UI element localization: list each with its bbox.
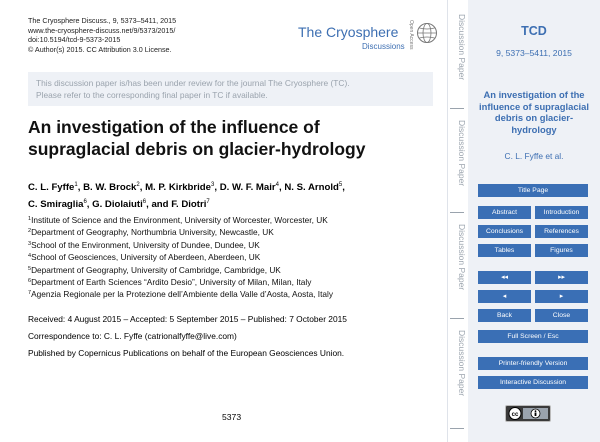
author-line-2: C. Smiraglia$^6$, G. Diolaiuti$^6$, and F. Diotri$^7$ (28, 199, 210, 210)
author-affil-num: 1 (74, 182, 78, 188)
title-page-button[interactable]: Title Page (478, 184, 588, 197)
author-name: C. L. Fyffe (28, 182, 75, 193)
header-meta (28, 16, 176, 54)
sidebar-title: An investigation of the influence of supraglacial debris on glacier-hydrology (479, 89, 589, 135)
journal-line: The Cryosphere Discuss., 9, 5373–5411, 2015 (28, 16, 177, 25)
author-name: C. Smiraglia (28, 199, 84, 210)
author-affil-num: 4 (275, 182, 279, 188)
review-notice (28, 72, 433, 106)
next-page-button[interactable]: ▸ (535, 290, 588, 303)
journal-logo (292, 20, 442, 60)
last-page-button[interactable]: ▸▸ (535, 271, 588, 284)
sidebar-volume: 9, 5373–5411, 2015 (496, 48, 572, 58)
author-affil-num: 6 (83, 199, 87, 205)
author-affil-num: 6 (142, 199, 147, 205)
prev-page-button[interactable]: ◂ (478, 290, 531, 303)
author-line-1: C. L. Fyffe$^1$, B. W. Brock$^2$, M. P. Kirkbride$^3$, D. W. F. Mair$^4$, N. S. Arnold$^5$, (28, 182, 345, 193)
author-affil-num: 3 (211, 182, 215, 188)
strip-divider (450, 428, 464, 429)
logo-title: The Cryosphere (298, 24, 399, 40)
printer-friendly-button[interactable]: Printer-friendly Version (478, 357, 588, 370)
cc-license-icon (506, 406, 550, 421)
interactive-discussion-button[interactable]: Interactive Discussion (478, 376, 588, 389)
strip-label: Discussion Paper (457, 14, 467, 81)
conclusions-button[interactable]: Conclusions (478, 225, 531, 238)
affiliation: $^7$Agenzia Regionale per la Protezione dell’Ambiente della Valle d’Aosta, Aosta, Italy (28, 289, 334, 300)
author-list (28, 178, 440, 212)
correspondence[interactable]: Correspondence to: C. L. Fyffe (catrionalfyffe@live.com) (28, 331, 237, 341)
strip-label: Discussion Paper (457, 120, 467, 187)
affiliation-list (28, 214, 440, 301)
doi[interactable]: doi:10.5194/tcd-9-5373-2015 (28, 35, 121, 45)
introduction-button[interactable]: Introduction (535, 206, 588, 219)
paper-title (28, 116, 438, 160)
affiliation: $^4$School of Geosciences, University of Aberdeen, Aberdeen, UK (28, 252, 261, 263)
affiliation: $^5$Department of Geography, University of Cambridge, Cambridge, UK (28, 264, 281, 275)
tables-button[interactable]: Tables (478, 244, 531, 257)
globe-icon (416, 22, 438, 44)
logo-subtitle: Discussions (362, 42, 405, 51)
author-name: F. Diotri (171, 199, 207, 210)
sidebar-author: C. L. Fyffe et al. (504, 151, 564, 161)
author-affil-num: 2 (136, 182, 140, 188)
cc-by-icon[interactable] (505, 405, 551, 422)
author-affil-num: 5 (338, 182, 343, 188)
author-name: M. P. Kirkbride (145, 182, 211, 193)
author-name: G. Diolaiuti (92, 199, 143, 210)
notice-line-1: This discussion paper is/has been under review for the journal The Cryosphere (TC). (36, 78, 350, 88)
published-by: Published by Copernicus Publications on behalf of the European Geosciences Union. (28, 348, 345, 358)
journal-url[interactable]: www.the-cryosphere-discuss.net/9/5373/2015/ (28, 25, 176, 35)
title-line-1: An investigation of the influence of (28, 117, 320, 137)
fullscreen-button[interactable]: Full Screen / Esc (478, 330, 588, 343)
figures-button[interactable]: Figures (535, 244, 588, 257)
open-access-label: Open Access (408, 20, 414, 50)
affiliation: $^6$Department of Earth Sciences “Ardito Desio”, University of Milan, Milan, Italy (28, 277, 312, 288)
strip-label: Discussion Paper (457, 224, 467, 291)
author-affil-num: 7 (206, 199, 210, 205)
strip-divider (450, 212, 464, 213)
title-line-2: supraglacial debris on glacier-hydrology (28, 139, 366, 159)
affiliation: $^2$Department of Geography, Northumbria University, Newcastle, UK (28, 227, 274, 238)
close-button[interactable]: Close (535, 309, 588, 322)
strip-divider (450, 108, 464, 109)
author-name: D. W. F. Mair (219, 182, 276, 193)
discussion-paper-strip (447, 0, 469, 442)
author-name: B. W. Brock (83, 182, 137, 193)
received-dates: Received: 4 August 2015 – Accepted: 5 September 2015 – Published: 7 October 2015 (28, 314, 347, 324)
strip-divider (450, 318, 464, 319)
first-page-button[interactable]: ◂◂ (478, 271, 531, 284)
back-button[interactable]: Back (478, 309, 531, 322)
references-button[interactable]: References (535, 225, 588, 238)
sidebar-journal-abbr: TCD (521, 24, 547, 38)
page-number: 5373 (222, 412, 242, 422)
svg-text:cc: cc (511, 412, 519, 418)
strip-label: Discussion Paper (457, 330, 467, 397)
affiliation: $^3$School of the Environment, University of Dundee, Dundee, UK (28, 239, 260, 250)
author-name: N. S. Arnold (284, 182, 339, 193)
license-line: © Author(s) 2015. CC Attribution 3.0 License. (28, 44, 172, 54)
affiliation: $^1$Institute of Science and the Environment, University of Worcester, Worcester, UK (28, 215, 328, 225)
notice-line-2: Please refer to the corresponding final paper in TC if available. (36, 90, 268, 100)
abstract-button[interactable]: Abstract (478, 206, 531, 219)
